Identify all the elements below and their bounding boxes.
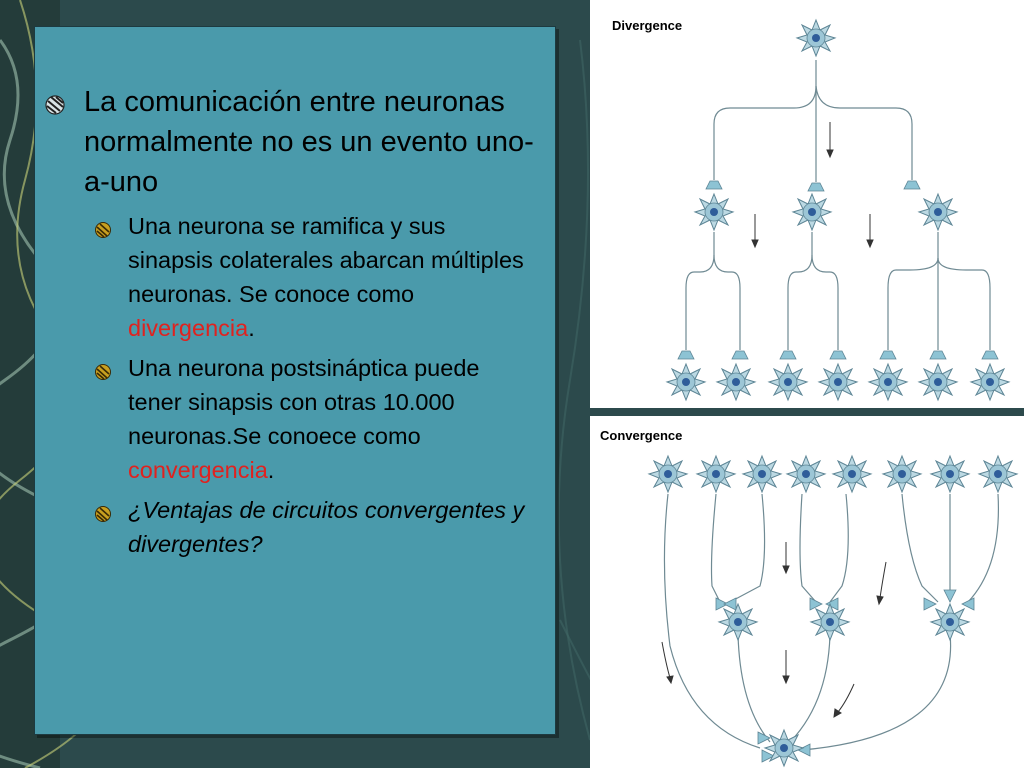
convergence-title: Convergence	[600, 428, 683, 443]
divergence-diagram	[590, 0, 1024, 408]
gold-ball-bullet-icon	[94, 505, 112, 523]
convergencia-term: convergencia	[128, 457, 268, 483]
gold-ball-bullet-icon	[94, 363, 112, 381]
divergence-title: Divergence	[612, 18, 683, 33]
sub-point-text: Una neurona se ramifica y sus sinapsis colaterales abarcan múltiples neuronas. Se conoce como	[128, 213, 524, 307]
sub-point-punct: .	[267, 457, 275, 483]
sub-point-divergence	[128, 209, 528, 345]
striped-ball-bullet-icon	[44, 94, 66, 116]
sub-point-convergence	[128, 351, 528, 487]
divergence-figure	[590, 0, 1024, 408]
sub-point-text: Una neurona postsináptica puede tener sinapsis con otras 10.000 neuronas.Se conoece como	[128, 355, 480, 449]
gold-ball-bullet-icon	[94, 221, 112, 239]
sub-point-punct: .	[248, 315, 255, 341]
main-point: La comunicación entre neuronas normalmente no es un evento uno-a-uno	[84, 86, 534, 198]
convergence-diagram	[590, 416, 1024, 768]
convergence-figure	[590, 416, 1024, 768]
divergencia-term: divergencia	[128, 315, 249, 341]
decorative-stroke	[559, 40, 590, 740]
sub-point-question: ¿Ventajas de circuitos convergentes y divergentes?	[128, 497, 525, 557]
